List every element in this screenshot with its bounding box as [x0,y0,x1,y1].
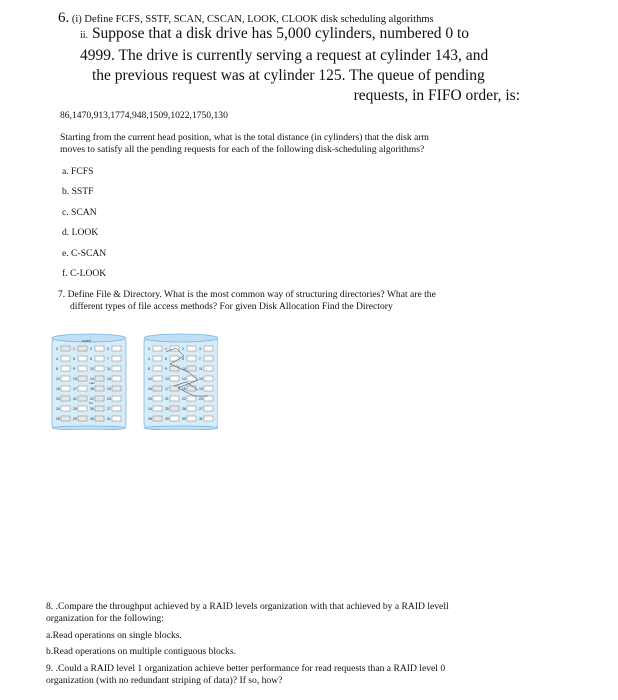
right-disk-block-number: 20 [148,397,152,401]
left-disk-block-cell [95,346,104,351]
right-disk-block-cell [170,416,179,421]
left-disk-block-number: 12 [56,377,60,381]
q6-question-line-2: moves to satisfy all the pending requests for each of the following disk-scheduling algorithms? [60,144,425,155]
left-disk-block-cell [61,346,70,351]
left-disk-block-number: 16 [56,387,60,391]
left-disk-block-cell [112,376,121,381]
left-disk-block-number: 19 [107,387,111,391]
right-disk-block-number: 9 [165,367,167,371]
right-disk-block-number: 7 [199,357,201,361]
left-disk-block-number: 31 [107,417,111,421]
right-disk-block-cell [153,346,162,351]
right-disk-block-number: 0 [148,347,150,351]
left-disk-block-number: 2 [90,347,92,351]
right-disk-block-cell [170,366,179,371]
right-disk-block-number: 28 [148,417,152,421]
right-disk-block-number: 21 [165,397,169,401]
left-disk-block-number: 28 [56,417,60,421]
right-disk-block-number: 6 [182,357,184,361]
left-disk-block-number: 9 [73,367,75,371]
right-disk-block-number: 3 [199,347,201,351]
left-disk-block-number: 27 [107,407,111,411]
q6-part-ii-line-1 [80,24,520,46]
q6-number: 6. [58,10,70,26]
left-disk-block-cell [78,386,87,391]
left-disk-block-number: 26 [90,407,94,411]
q6-question-line-1: Starting from the current head position, what is the total distance (in cylinders) that the disk arm [60,132,429,143]
right-disk-block-number: 31 [199,417,203,421]
left-disk-block-cell [61,356,70,361]
left-disk-block-cell [112,386,121,391]
left-disk-block-number: 1 [73,347,75,351]
right-disk-block-number: 14 [182,377,186,381]
right-disk-block-cell [187,346,196,351]
right-disk-block-number: 16 [148,387,152,391]
request-queue: 86,1470,913,1774,948,1509,1022,1750,130 [60,110,228,121]
left-disk-block-number: 15 [107,377,111,381]
left-disk-label: count [82,339,91,343]
option-fcfs: a. FCFS [62,166,94,177]
option-c-look: f. C-LOOK [62,268,107,279]
right-disk-block-number: 1 [165,347,167,351]
right-disk-block-number: 22 [182,397,186,401]
left-disk-block-number: 24 [56,407,60,411]
left-disk-block-number: 14 [90,377,94,381]
left-disk-block-number: 6 [90,357,92,361]
left-disk-block-cell [78,406,87,411]
left-disk-block-cell [95,386,104,391]
right-disk-block-cell [170,386,179,391]
right-disk-block-cell [187,406,196,411]
left-disk-block-cell [95,406,104,411]
left-disk-block-cell [95,366,104,371]
right-disk-block-number: 15 [199,377,203,381]
right-disk-block-cell [187,356,196,361]
part-ii-label: ii. [80,30,89,41]
right-disk-block-cell [170,356,179,361]
left-disk-block-number: 3 [107,347,109,351]
q8-q9-section [46,601,526,691]
q6-part-ii-line-2: 4999. The drive is currently serving a request at cylinder 143, and [80,47,489,64]
q6-question [60,132,522,156]
right-disk-block-cell [204,396,213,401]
right-disk-block-cell [187,386,196,391]
right-disk-block-number: 8 [148,367,150,371]
right-disk-block-cell [204,366,213,371]
left-disk-block-cell [78,376,87,381]
left-disk-block-number: 18 [90,387,94,391]
left-disk-block-number: 21 [73,397,77,401]
right-disk-block-number: 26 [182,407,186,411]
right-disk-block-cell [153,366,162,371]
right-disk-block-number: 30 [182,417,186,421]
left-disk-block-cell [95,396,104,401]
right-disk-block-number: 29 [165,417,169,421]
right-disk-block-number: 18 [182,387,186,391]
right-disk-block-number: 10 [182,367,186,371]
right-disk-block-cell [170,396,179,401]
right-disk-block-number: 24 [148,407,152,411]
left-disk-block-cell [61,416,70,421]
right-disk-block-number: 25 [165,407,169,411]
right-disk-block-number: 23 [199,397,203,401]
left-disk-block-number: 11 [107,367,111,371]
right-disk-block-cell [170,376,179,381]
left-disk-block-number: 20 [56,397,60,401]
left-disk-block-cell [78,346,87,351]
right-disk-block-cell [153,406,162,411]
left-disk-block-cell [112,346,121,351]
left-disk-block-number: 5 [73,357,75,361]
left-disk-figure [52,334,126,430]
option-sstf: b. SSTF [62,186,94,197]
left-disk-block-cell [95,376,104,381]
left-disk-block-cell [112,366,121,371]
left-disk-block-number: 13 [73,377,77,381]
right-disk-block-number: 11 [199,367,203,371]
left-disk-block-cell [95,356,104,361]
right-disk-block-cell [153,386,162,391]
q9-line-2: organization (with no redundant striping of data)? If so, how? [46,674,283,686]
right-disk-block-cell [187,366,196,371]
right-disk-block-cell [187,416,196,421]
right-disk-block-cell [204,346,213,351]
q8-part-b: b.Read operations on multiple contiguous blocks. [46,646,236,657]
left-disk-block-number: 10 [90,367,94,371]
right-disk-block-number: 5 [165,357,167,361]
right-disk-block-number: 4 [148,357,150,361]
q7-line-1: 7. Define File & Directory. What is the most common way of structuring directories? What are the [58,289,436,300]
q8-part-a: a.Read operations on single blocks. [46,629,182,641]
left-disk-block-number: 22 [90,397,94,401]
right-disk-block-number: 12 [148,377,152,381]
q6-title: (i) Define FCFS, SSTF, SCAN, CSCAN, LOOK, CLOOK disk scheduling algorithms [71,14,434,25]
right-disk-block-number: 13 [165,377,169,381]
right-disk-block-number: 19 [199,387,203,391]
left-disk-block-number: 8 [56,367,58,371]
right-disk-block-cell [187,376,196,381]
left-disk-block-cell [61,396,70,401]
right-disk-block-cell [204,386,213,391]
left-disk-block-cell [95,416,104,421]
q8-line-2: organization for the following: [46,613,164,624]
left-disk-block-cell [112,406,121,411]
left-disk-block-number: 17 [73,387,77,391]
part-ii-text-1: Suppose that a disk drive has 5,000 cylinders, numbered 0 to [91,25,470,42]
left-disk-file-label: mail [89,381,95,385]
q6-part-ii-line-3: the previous request was at cylinder 125. The queue of pending [92,67,485,84]
right-disk-block-cell [187,396,196,401]
right-disk-block-cell [153,356,162,361]
right-disk-block-cell [204,376,213,381]
option-c-scan: e. C-SCAN [62,248,107,259]
right-disk-block-number: 2 [182,347,184,351]
q8-line-1: 8. .Compare the throughput achieved by a RAID levels organization with that achieved by a RAID levell [46,601,449,612]
right-disk-figure [144,334,218,430]
left-disk-block-cell [61,366,70,371]
q9-line-1: 9. .Could a RAID level 1 organization achieve better performance for read requests than a RAID level 0 [46,662,446,674]
left-disk-block-cell [61,386,70,391]
left-disk-block-number: 29 [73,417,77,421]
left-disk-file-label: list [89,401,93,405]
left-disk-block-number: 4 [56,357,58,361]
right-disk-block-number: 17 [165,387,169,391]
left-disk-block-cell [112,396,121,401]
left-disk-block-cell [78,356,87,361]
left-disk-block-cell [78,416,87,421]
option-look: d. LOOK [62,227,99,238]
right-disk-block-cell [153,416,162,421]
left-disk-block-number: 23 [107,397,111,401]
right-disk-block-cell [204,416,213,421]
left-disk-block-cell [61,406,70,411]
right-disk-block-cell [153,396,162,401]
left-disk-block-cell [78,396,87,401]
right-disk-block-cell [170,406,179,411]
option-scan: c. SCAN [62,207,97,218]
q7-line-2: different types of file access methods? For given Disk Allocation Find the Directory [70,301,393,312]
left-disk-block-number: 0 [56,347,58,351]
right-disk-block-cell [204,356,213,361]
disk-allocation-diagram [48,330,218,430]
right-disk-block-number: 27 [199,407,203,411]
right-disk-block-cell [204,406,213,411]
left-disk-block-cell [61,376,70,381]
left-disk-block-cell [78,366,87,371]
q6-part-ii-line-4: requests, in FIFO order, is: [353,87,520,104]
right-disk-block-cell [153,376,162,381]
left-disk-block-cell [112,356,121,361]
left-disk-block-cell [112,416,121,421]
q7-text [58,289,522,313]
left-disk-block-number: 30 [90,417,94,421]
left-disk-block-number: 7 [107,357,109,361]
q6-part-ii [80,24,520,106]
left-disk-block-number: 25 [73,407,77,411]
